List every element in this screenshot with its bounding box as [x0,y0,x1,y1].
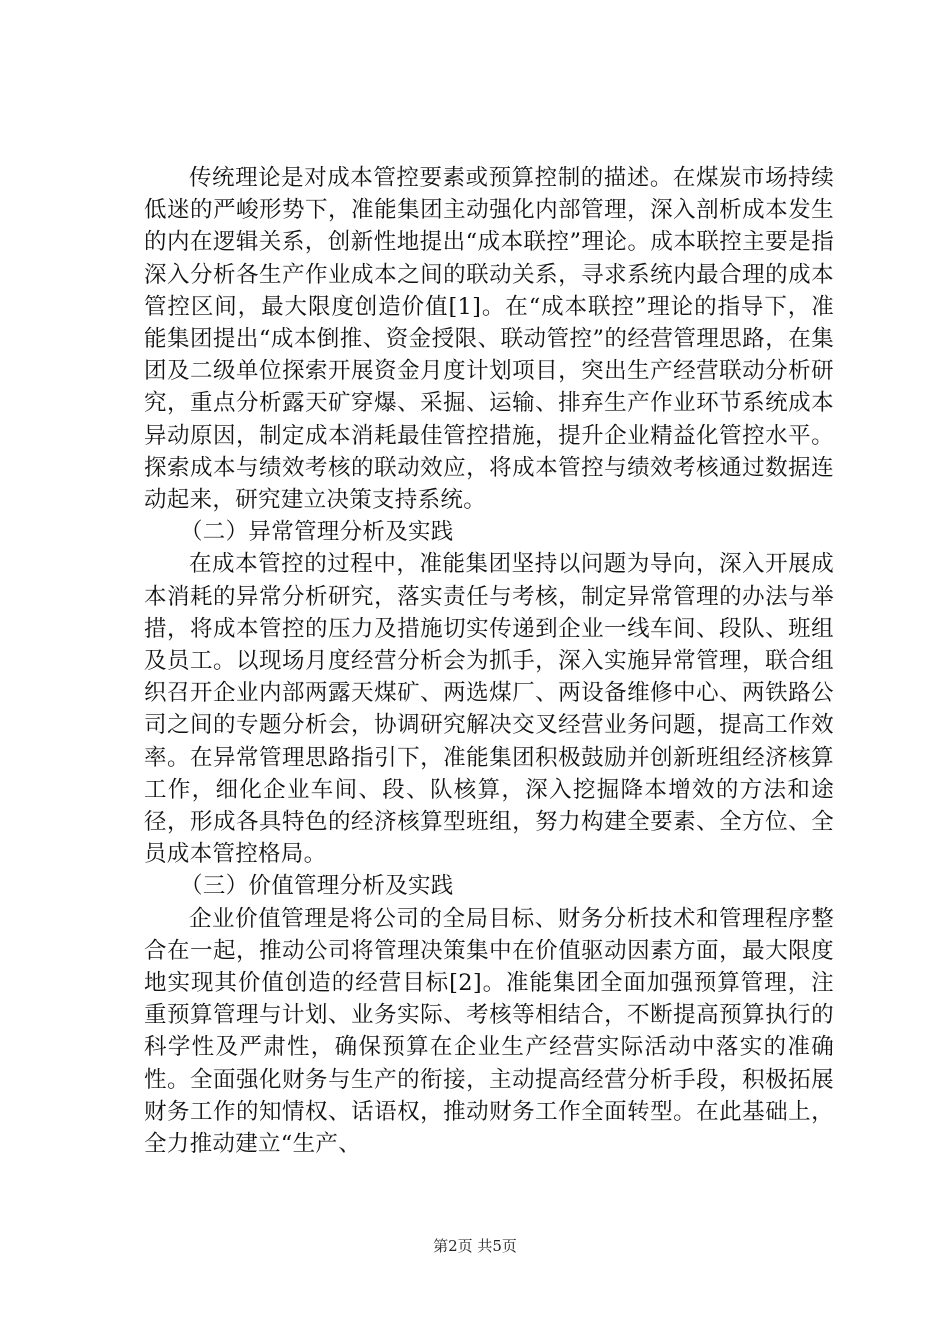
paragraph-cost-joint-control: 传统理论是对成本管控要素或预算控制的描述。在煤炭市场持续低迷的严峻形势下，准能集团主动强化内部管理，深入剖析成本发生的内在逻辑关系，创新性地提出“成本联控”理论。成本联控主要是指深入分析各生产作业成本之间的联动关系，寻求系统内最合理的成本管控区间，最大限度创造价值[1]。在“成本联控”理论的指导下，准能集团提出“成本倒推、资金授限、联动管控”的经营管理思路，在集团及二级单位探索开展资金月度计划项目，突出生产经营联动分析研究，重点分析露天矿穿爆、采掘、运输、排弃生产作业环节系统成本异动原因，制定成本消耗最佳管控措施，提升企业精益化管控水平。探索成本与绩效考核的联动效应，将成本管控与绩效考核通过数据连动起来，研究建立决策支持系统。 [144,165,834,514]
page-footer [0,1236,950,1256]
page-number-label: 第2页 共5页 [433,1237,517,1255]
document-body [144,162,834,1160]
paragraph-value-management: 企业价值管理是将公司的全局目标、财务分析技术和管理程序整合在一起，推动公司将管理决策集中在价值驱动因素方面，最大限度地实现其价值创造的经营目标[2]。准能集团全面加强预算管理，注重预算管理与计划、业务实际、考核等相结合，不断提高预算执行的科学性及严肃性，确保预算在企业生产经营实际活动中落实的准确性。全面强化财务与生产的衔接，主动提高经营分析手段，积极拓展财务工作的知情权、话语权，推动财务工作全面转型。在此基础上，全力推动建立“生产、 [144,905,834,1158]
paragraph-anomaly-management: 在成本管控的过程中，准能集团坚持以问题为导向，深入开展成本消耗的异常分析研究，落实责任与考核，制定异常管理的办法与举措，将成本管控的压力及措施切实传递到企业一线车间、段队、班组及员工。以现场月度经营分析会为抓手，深入实施异常管理，联合组织召开企业内部两露天煤矿、两选煤厂、两设备维修中心、两铁路公司之间的专题分析会，协调研究解决交叉经营业务问题，提高工作效率。在异常管理思路指引下，准能集团积极鼓励并创新班组经济核算工作，细化企业车间、段、队核算，深入挖掘降本增效的方法和途径，形成各具特色的经济核算型班组，努力构建全要素、全方位、全员成本管控格局。 [144,551,834,868]
section-heading-anomaly-management: （二）异常管理分析及实践 [180,519,454,546]
section-heading-value-management: （三）价值管理分析及实践 [180,873,454,900]
